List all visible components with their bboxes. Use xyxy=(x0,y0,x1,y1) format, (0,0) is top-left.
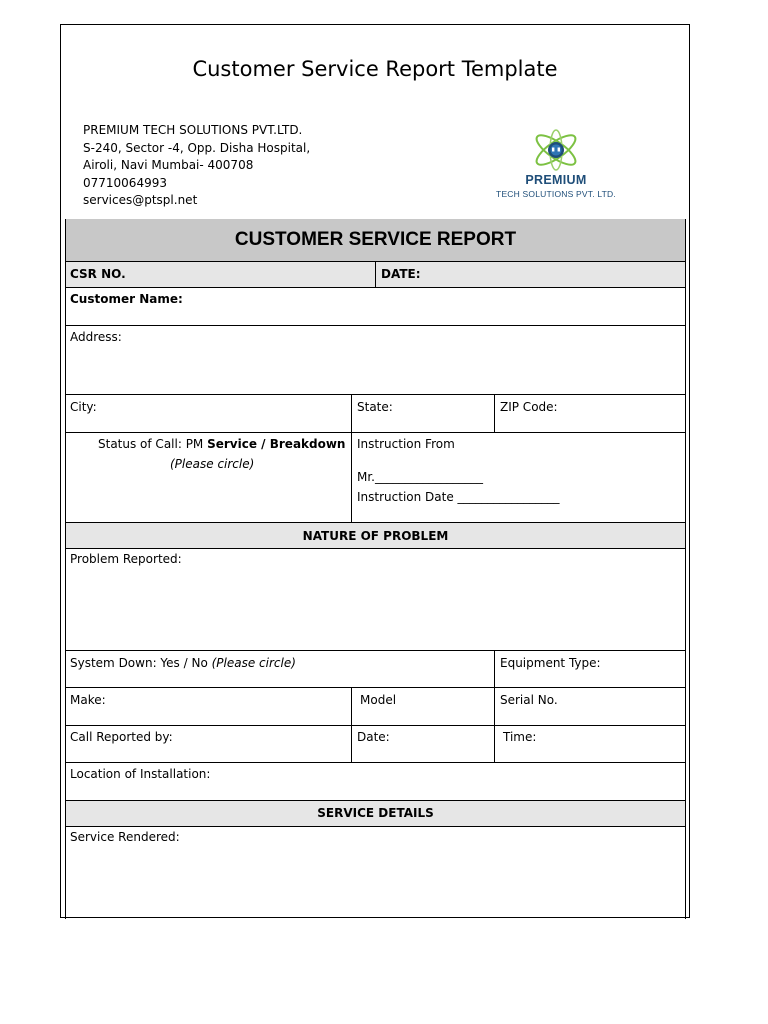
system-down-prefix: System Down: Yes / No xyxy=(70,656,212,670)
call-date-label: Date: xyxy=(357,730,390,744)
atom-logo-icon xyxy=(530,128,582,172)
time-label: Time: xyxy=(503,730,537,744)
rule xyxy=(65,548,686,549)
company-name: PREMIUM TECH SOLUTIONS PVT.LTD. xyxy=(83,123,303,137)
company-logo xyxy=(486,128,626,203)
equipment-divider xyxy=(494,650,495,762)
system-down-note: (Please circle) xyxy=(211,656,296,670)
call-reported-by-label: Call Reported by: xyxy=(70,730,173,744)
make-model-divider xyxy=(351,687,352,762)
state-label: State: xyxy=(357,400,393,414)
serial-no-label: Serial No. xyxy=(500,693,558,707)
system-down-label xyxy=(70,656,296,670)
company-email: services@ptspl.net xyxy=(83,193,198,207)
status-note: (Please circle) xyxy=(170,457,255,471)
state-zip-divider xyxy=(494,394,495,432)
company-phone: 07710064993 xyxy=(83,175,167,190)
report-page xyxy=(60,24,690,918)
location-of-installation-label: Location of Installation: xyxy=(70,767,211,781)
city-label: City: xyxy=(70,400,97,414)
city-state-divider xyxy=(351,394,352,522)
rule xyxy=(65,725,686,726)
address-label: Address: xyxy=(70,330,122,344)
csr-no-label: CSR NO. xyxy=(70,267,126,281)
rule xyxy=(65,287,686,288)
rule xyxy=(65,522,686,523)
mr-field: Mr.__________________ xyxy=(357,470,483,484)
form-header: CUSTOMER SERVICE REPORT xyxy=(234,229,517,250)
rule xyxy=(65,826,686,827)
status-options: Service / Breakdown xyxy=(207,437,346,451)
status-prefix: Status of Call: PM xyxy=(98,437,208,451)
company-address-line2: Airoli, Navi Mumbai- 400708 xyxy=(83,158,254,172)
rule xyxy=(65,650,686,651)
status-of-call-label xyxy=(98,437,345,451)
rule xyxy=(65,432,686,433)
instruction-from-label: Instruction From xyxy=(357,437,455,451)
date-label: DATE: xyxy=(381,267,421,281)
document-title: Customer Service Report Template xyxy=(192,57,558,81)
customer-name-label: Customer Name: xyxy=(70,292,183,306)
csr-divider xyxy=(375,261,376,287)
service-report-form xyxy=(65,219,686,919)
rule xyxy=(65,394,686,395)
instruction-date-field: Instruction Date _________________ xyxy=(357,490,560,504)
rule xyxy=(65,800,686,801)
make-label: Make: xyxy=(70,693,106,707)
nature-of-problem-header: NATURE OF PROBLEM xyxy=(302,529,449,543)
zip-code-label: ZIP Code: xyxy=(500,400,558,414)
service-details-header: SERVICE DETAILS xyxy=(317,806,434,820)
company-address-line1: S-240, Sector -4, Opp. Disha Hospital, xyxy=(83,140,311,155)
service-rendered-label: Service Rendered: xyxy=(70,830,180,844)
logo-name: PREMIUM xyxy=(525,173,587,187)
rule xyxy=(65,762,686,763)
model-label: Model xyxy=(360,693,397,707)
rule xyxy=(65,687,686,688)
logo-tagline: TECH SOLUTIONS PVT. LTD. xyxy=(496,189,616,199)
equipment-type-label: Equipment Type: xyxy=(500,656,601,670)
rule xyxy=(65,325,686,326)
company-info xyxy=(83,122,310,210)
problem-reported-label: Problem Reported: xyxy=(70,552,182,566)
